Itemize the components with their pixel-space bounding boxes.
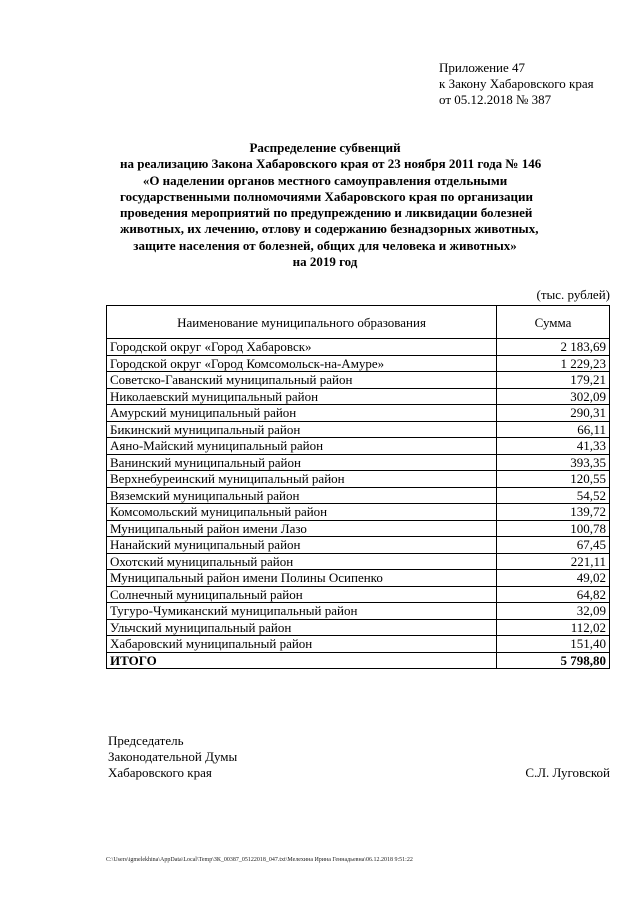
municipality-name: Тугуро-Чумиканский муниципальный район <box>107 603 497 620</box>
table-row <box>107 487 610 504</box>
municipality-name: Муниципальный район имени Лазо <box>107 520 497 537</box>
subsidy-sum: 54,52 <box>497 487 610 504</box>
appendix-date: от 05.12.2018 № 387 <box>439 92 552 107</box>
municipality-name: Городской округ «Город Комсомольск-на-Амуре» <box>107 355 497 372</box>
subsidy-sum: 151,40 <box>497 636 610 653</box>
table-row <box>107 339 610 356</box>
municipality-name: Комсомольский муниципальный район <box>107 504 497 521</box>
table-row <box>107 372 610 389</box>
table-header-row <box>107 306 610 339</box>
file-path-footer: C:\Users\igmelekhina\AppData\Local\Temp\ЗК_00387_05122018_047.txt\Мелехина Ирина Геннадьевна\06.12.2018 9:51:22 <box>106 857 413 863</box>
total-sum: 5 798,80 <box>497 652 610 669</box>
distribution-table <box>106 305 610 669</box>
subsidy-sum: 100,78 <box>497 520 610 537</box>
municipality-name: Бикинский муниципальный район <box>107 421 497 438</box>
table-row <box>107 438 610 455</box>
title-line: Распределение субвенций <box>249 140 401 155</box>
municipality-name: Верхнебуреинский муниципальный район <box>107 471 497 488</box>
table-row <box>107 504 610 521</box>
municipality-name: Вяземский муниципальный район <box>107 487 497 504</box>
table-row <box>107 603 610 620</box>
signer-name: С.Л. Луговской <box>525 765 610 780</box>
title-line: «О наделении органов местного самоуправления отдельными <box>142 172 508 188</box>
municipality-name: Охотский муниципальный район <box>107 553 497 570</box>
appendix-number: Приложение 47 <box>439 60 526 75</box>
subsidy-sum: 112,02 <box>497 619 610 636</box>
table-row <box>107 586 610 603</box>
signature-block <box>108 733 237 781</box>
subsidy-sum: 302,09 <box>497 388 610 405</box>
total-row <box>107 652 610 669</box>
municipality-name: Ульчский муниципальный район <box>107 619 497 636</box>
table-row <box>107 520 610 537</box>
table-row <box>107 537 610 554</box>
subsidy-sum: 66,11 <box>497 421 610 438</box>
units-label: (тыс. рублей) <box>536 287 610 302</box>
table-row <box>107 405 610 422</box>
municipality-name: Городской округ «Город Хабаровск» <box>107 339 497 356</box>
signature-region: Хабаровского края <box>108 765 212 780</box>
subsidy-sum: 64,82 <box>497 586 610 603</box>
table-row <box>107 355 610 372</box>
municipality-name: Хабаровский муниципальный район <box>107 636 497 653</box>
subsidy-sum: 2 183,69 <box>497 339 610 356</box>
table-row <box>107 471 610 488</box>
subsidy-sum: 179,21 <box>497 372 610 389</box>
subsidy-sum: 221,11 <box>497 553 610 570</box>
title-line: проведения мероприятий по предупреждению и ликвидации болезней <box>120 205 533 221</box>
table-row <box>107 454 610 471</box>
municipality-name: Амурский муниципальный район <box>107 405 497 422</box>
municipality-name: Муниципальный район имени Полины Осипенко <box>107 570 497 587</box>
signature-body: Законодательной Думы <box>108 749 238 764</box>
title-line: государственными полномочиями Хабаровского края по организации <box>120 188 533 204</box>
table-row <box>107 388 610 405</box>
table-row <box>107 619 610 636</box>
total-label: ИТОГО <box>107 652 497 669</box>
title-line: животных, их лечению, отлову и содержанию безнадзорных животных, <box>120 221 539 237</box>
column-header-sum: Сумма <box>497 306 610 339</box>
subsidy-sum: 49,02 <box>497 570 610 587</box>
subsidy-sum: 67,45 <box>497 537 610 554</box>
subsidy-sum: 290,31 <box>497 405 610 422</box>
title-line: защите населения от болезней, общих для человека и животных» <box>133 237 517 253</box>
subsidy-sum: 120,55 <box>497 471 610 488</box>
subsidy-sum: 32,09 <box>497 603 610 620</box>
document-title <box>120 140 542 270</box>
signature-position: Председатель <box>108 733 184 748</box>
table-row <box>107 570 610 587</box>
municipality-name: Солнечный муниципальный район <box>107 586 497 603</box>
subsidy-sum: 1 229,23 <box>497 355 610 372</box>
title-line: на 2019 год <box>292 254 358 270</box>
table-row <box>107 636 610 653</box>
appendix-header <box>439 60 594 108</box>
municipality-name: Аяно-Майский муниципальный район <box>107 438 497 455</box>
municipality-name: Ванинский муниципальный район <box>107 454 497 471</box>
subsidy-sum: 393,35 <box>497 454 610 471</box>
table-row <box>107 553 610 570</box>
table-row <box>107 421 610 438</box>
municipality-name: Советско-Гаванский муниципальный район <box>107 372 497 389</box>
subsidy-sum: 139,72 <box>497 504 610 521</box>
municipality-name: Нанайский муниципальный район <box>107 537 497 554</box>
appendix-law-ref: к Закону Хабаровского края <box>439 76 594 91</box>
subsidy-sum: 41,33 <box>497 438 610 455</box>
title-line: на реализацию Закона Хабаровского края от 23 ноября 2011 года № 146 <box>120 156 542 172</box>
municipality-name: Николаевский муниципальный район <box>107 388 497 405</box>
column-header-name: Наименование муниципального образования <box>107 306 497 339</box>
